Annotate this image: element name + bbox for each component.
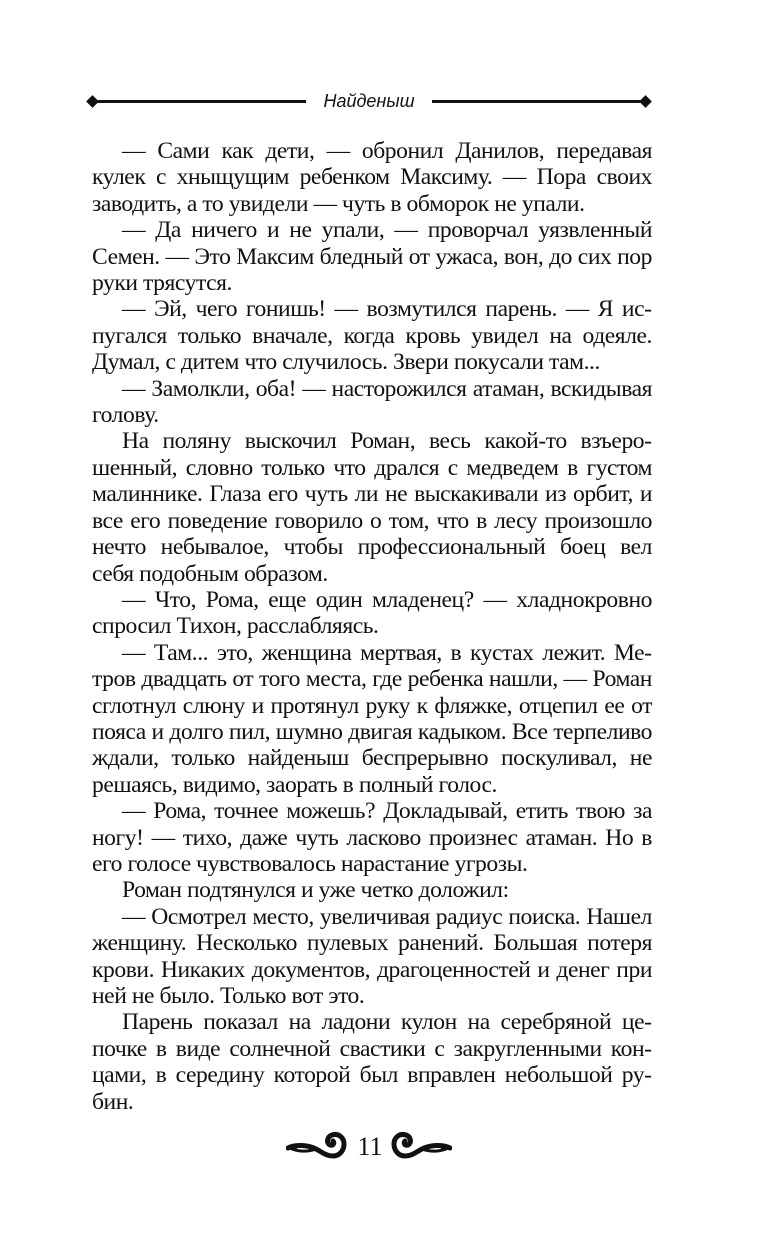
running-header [88, 88, 650, 114]
paragraph: Роман подтянулся и уже четко доложил: [122, 877, 509, 904]
paragraph: — Да ничего и не упали, — проворчал уязвленный Семен. — Это Максим бледный от ужаса, вон, до сих пор руки трясутся. [92, 217, 652, 297]
body-text [92, 138, 652, 1115]
paragraph: — Там... это, женщина мертвая, в кустах лежит. Метров двадцать от того места, где ребенка нашли, — Роман сглотнул слюну и протянул руку к фляжке, отцепил ее от пояса и долго пил, шумно двигая кадыком. Все терпеливо ждали, только найденыш беспрерывно поскуливал, не решаясь, видимо, заорать в полный голос. [92, 639, 652, 798]
paragraph: — Рома, точнее можешь? Докладывай, етить твою за ногу! — тихо, даже чуть ласково произнес атаман. Но в его голосе чувствовалось нарастание угрозы. [92, 798, 652, 877]
paragraph: Парень показал на ладони кулон на серебряной цепочке в виде солнечной свастики с закругленными концами, в середину которой был вправлен небольшой рубин. [92, 1009, 652, 1115]
swirl-ornament-right-icon [390, 1130, 452, 1164]
paragraph: — Что, Рома, еще один младенец? — хладнокровно спросил Тихон, расслабляясь. [92, 586, 652, 640]
paragraph: — Осмотрел место, увеличивая радиус поиска. Нашел женщину. Несколько пулевых ранений. Большая потеря крови. Никаких документов, драгоценностей и денег при ней не было. Только вот это. [92, 903, 652, 1009]
swirl-ornament-left-icon [286, 1130, 348, 1164]
paragraph: — Эй, чего гонишь! — возмутился парень. — Я испугался только вначале, когда кровь увидел на одеяле. Думал, с дитем что случилось. Звери покусали там... [92, 296, 652, 376]
page-number: 11 [357, 1132, 383, 1161]
paragraph: — Сами как дети, — обронил Данилов, передавая кулек с хныщущим ребенком Максиму. — Пора своих заводить, а то увидели — чуть в обморок не упали. [92, 138, 652, 217]
page-footer [0, 1128, 768, 1168]
paragraph: На поляну выскочил Роман, весь какой-то взъерошенный, словно только что дрался с медведем в густом малиннике. Глаза его чуть ли не выскакивали из орбит, и все его поведение говорило о том, что в лесу произошло нечто небывалое, чтобы профессиональный боец вел себя подобным образом. [92, 428, 652, 587]
running-title: Найденыш [323, 91, 415, 111]
paragraph: — Замолкли, оба! — насторожился атаман, вскидывая голову. [92, 375, 652, 429]
header-rule-right [432, 100, 646, 103]
